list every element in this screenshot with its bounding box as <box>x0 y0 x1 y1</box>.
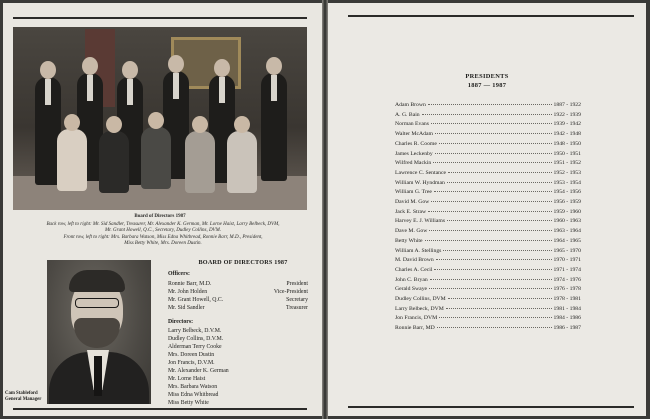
president-years: 1952 - 1953 <box>553 169 581 176</box>
leader-dots <box>428 104 552 105</box>
officer-role: Vice-President <box>273 289 308 295</box>
leader-dots <box>429 288 551 289</box>
president-row <box>395 228 581 237</box>
president-name: Charles R. Coome <box>395 140 437 147</box>
leader-dots <box>448 172 551 173</box>
officer-row <box>168 297 308 305</box>
president-name: David M. Gow <box>395 199 430 205</box>
president-years: 1953 - 1954 <box>553 179 581 186</box>
president-years: 1964 - 1965 <box>553 237 581 244</box>
president-row <box>395 189 581 198</box>
portrait-caption-name: Cam Stableford <box>5 391 38 396</box>
president-name: William G. Tree <box>395 189 432 196</box>
president-years: 1951 - 1952 <box>553 160 581 167</box>
presidents-years: 1887 — 1987 <box>467 82 507 89</box>
leader-dots <box>428 211 551 212</box>
presidents-heading: PRESIDENTS <box>465 73 509 80</box>
president-name: Betty White <box>395 237 423 244</box>
president-name: Dave M. Gow <box>395 228 428 235</box>
officer-name: Mr. John Holden <box>168 289 208 295</box>
president-row <box>395 160 581 169</box>
president-row <box>395 151 581 160</box>
seated-person <box>227 131 257 193</box>
president-name: Charles A. Cecil <box>395 266 433 273</box>
leader-dots <box>431 201 551 202</box>
president-row <box>395 170 581 179</box>
president-years: 1960 - 1963 <box>553 218 581 225</box>
leader-dots <box>443 250 551 251</box>
president-name: Gerald Swaye <box>395 286 428 293</box>
president-years: 1976 - 1978 <box>553 286 581 293</box>
leader-dots <box>439 143 552 144</box>
president-name: M. David Brown <box>395 257 434 264</box>
president-row <box>395 141 581 150</box>
director-item: Mrs. Doreen Dustin <box>168 352 215 358</box>
president-row <box>395 306 581 315</box>
board-group-photo <box>13 27 307 210</box>
president-name: Harvey E. J. Williams <box>395 218 446 225</box>
president-row <box>395 131 581 140</box>
leader-dots <box>431 123 552 124</box>
leader-dots <box>422 114 552 115</box>
officer-name: Ronnie Barr, M.D. <box>168 281 212 287</box>
president-row <box>395 112 581 121</box>
president-years: 1970 - 1971 <box>553 257 581 264</box>
seated-person <box>185 131 215 193</box>
president-row <box>395 257 581 266</box>
director-item: Dudley Collins, D.V.M. <box>168 336 224 342</box>
leader-dots <box>448 298 552 299</box>
photo-caption <box>33 222 293 247</box>
general-manager-portrait <box>47 260 151 404</box>
seated-person <box>99 131 129 193</box>
director-item: Alderman Terry Cooke <box>168 344 222 350</box>
president-name: Lawrence C. Sentance <box>395 169 447 176</box>
officers-label: Officers: <box>168 271 190 277</box>
portrait-caption <box>5 391 47 403</box>
leader-dots <box>437 327 552 328</box>
director-item: Miss Betty White <box>168 400 209 406</box>
officer-row <box>168 281 308 289</box>
president-years: 1939 - 1942 <box>553 121 581 128</box>
photo-caption-line: Miss Betty White, Mrs. Doreen Dustin. <box>124 240 202 246</box>
leader-dots <box>434 191 552 192</box>
director-item: Larry Belbeck, D.V.M. <box>168 328 222 334</box>
president-row <box>395 180 581 189</box>
president-years: 1974 - 1976 <box>553 276 581 283</box>
officer-row <box>168 305 308 313</box>
president-years: 1922 - 1939 <box>553 111 581 118</box>
top-rule <box>348 15 634 17</box>
directors-label: Directors: <box>168 319 193 325</box>
leader-dots <box>433 162 551 163</box>
president-row <box>395 209 581 218</box>
president-row <box>395 248 581 257</box>
president-name: Ronnie Barr, MD <box>395 325 435 332</box>
standing-person <box>261 73 287 181</box>
president-years: 1954 - 1956 <box>553 189 581 196</box>
president-row <box>395 121 581 130</box>
right-page <box>328 3 646 416</box>
left-page <box>3 3 322 416</box>
president-years: 1981 - 1984 <box>553 305 581 312</box>
president-row <box>395 325 581 334</box>
leader-dots <box>425 240 552 241</box>
president-name: William A. Stellings <box>395 247 442 254</box>
leader-dots <box>434 269 551 270</box>
leader-dots <box>447 220 551 221</box>
president-name: Dudley Collins, DVM <box>395 296 446 302</box>
president-name: William W. Hyndman <box>395 179 445 186</box>
president-row <box>395 199 581 208</box>
president-row <box>395 286 581 295</box>
top-rule <box>13 17 307 19</box>
board-of-directors-heading: BOARD OF DIRECTORS 1987 <box>198 259 288 266</box>
leader-dots <box>429 230 551 231</box>
officer-row <box>168 289 308 297</box>
president-years: 1887 - 1922 <box>553 102 581 108</box>
leader-dots <box>447 182 552 183</box>
president-years: 1948 - 1950 <box>553 140 581 147</box>
president-name: James Leckenby <box>395 150 433 157</box>
leader-dots <box>439 317 551 318</box>
officer-name: Mr. Sid Sandler <box>168 305 205 311</box>
leader-dots <box>436 259 552 260</box>
president-years: 1950 - 1951 <box>553 150 581 157</box>
bottom-rule <box>348 406 634 408</box>
photo-caption-title: Board of Directors 1987 <box>134 214 186 219</box>
photo-caption-line: Back row, left to right: Mr. Sid Sandler, Treasurer, Mr. Alexander K. German, Mr. Lorne Haist, Larry Belbeck, DVM, <box>46 222 280 227</box>
president-row <box>395 238 581 247</box>
officer-role: President <box>286 281 308 287</box>
director-item: Mr. Alexander K. German <box>168 368 229 374</box>
director-item: Jon Francis, D.V.M. <box>168 360 215 366</box>
president-row <box>395 218 581 227</box>
president-name: John C. Bryan <box>395 276 428 283</box>
president-years: 1965 - 1970 <box>553 247 581 254</box>
president-row <box>395 277 581 286</box>
president-years: 1984 - 1986 <box>553 315 581 322</box>
president-name: Norman Evans <box>395 121 429 128</box>
president-years: 1956 - 1959 <box>553 199 581 205</box>
seated-person <box>57 129 87 191</box>
president-row <box>395 315 581 324</box>
photo-caption-line: Mr. Grant Howell, Q.C., Secretary, Dudley Collins, DVM. <box>104 228 222 234</box>
president-years: 1986 - 1987 <box>553 325 581 332</box>
director-item: Miss Edna Whitbread <box>168 392 219 398</box>
president-name: Wilfred Mackin <box>395 160 432 167</box>
president-name: Larry Belbeck, DVM <box>395 305 444 312</box>
president-name: Adam Brown <box>395 102 426 108</box>
president-years: 1959 - 1960 <box>553 208 581 215</box>
director-item: Mrs. Barbara Watson <box>168 384 218 390</box>
bottom-rule <box>13 408 307 410</box>
officer-name: Mr. Grant Howell, Q.C. <box>168 297 224 303</box>
president-name: Walter McAdam <box>395 131 433 138</box>
president-row <box>395 296 581 305</box>
president-years: 1942 - 1948 <box>553 131 581 138</box>
leader-dots <box>446 308 552 309</box>
leader-dots <box>435 133 552 134</box>
president-years: 1978 - 1981 <box>553 296 581 302</box>
portrait-caption-title: General Manager <box>5 397 42 402</box>
president-row <box>395 267 581 276</box>
president-name: Jon Francis, DVM <box>395 315 438 322</box>
leader-dots <box>435 153 552 154</box>
director-item: Mr. Lorne Haist <box>168 376 206 382</box>
president-years: 1963 - 1964 <box>553 228 581 235</box>
photo-caption-line: Front row, left to right: Mrs. Barbara Watson, Miss Edna Whitbread, Ronnie Barr, M.D., President, <box>63 234 263 240</box>
president-name: A. G. Bain <box>395 111 420 118</box>
leader-dots <box>430 279 552 280</box>
president-row <box>395 102 581 111</box>
seated-person <box>141 127 171 189</box>
officer-role: Treasurer <box>285 305 308 311</box>
president-name: Jack E. Straw <box>395 208 427 215</box>
president-years: 1971 - 1974 <box>553 266 581 273</box>
officer-role: Secretary <box>286 297 308 303</box>
